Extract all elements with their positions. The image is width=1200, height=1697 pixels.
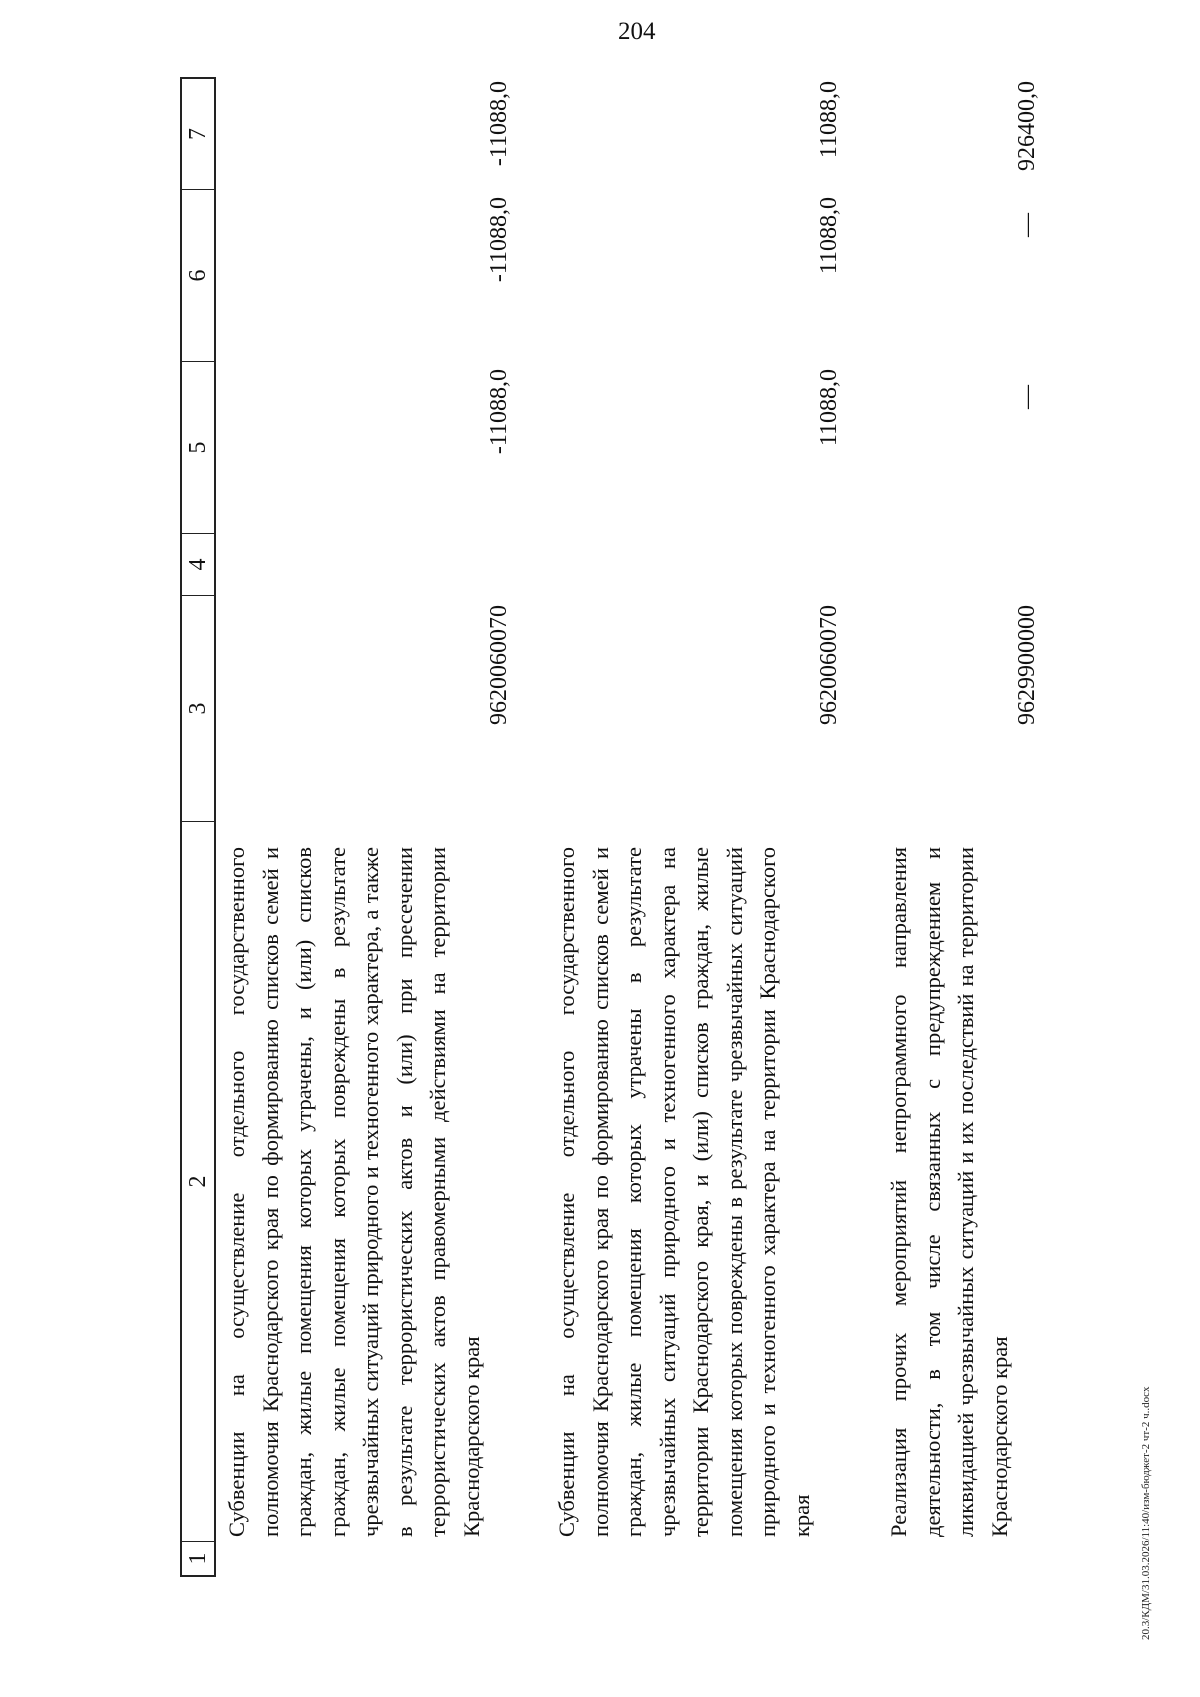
row-value-col7: 926400,0: [1014, 81, 1040, 171]
column-header-3: 3: [182, 595, 214, 821]
column-header-6: 6: [182, 189, 214, 361]
row-value-col6: —: [1014, 213, 1040, 237]
row-value-col5: 11088,0: [816, 369, 842, 447]
rotated-table: [180, 77, 1060, 1577]
page-number: 204: [618, 18, 656, 45]
row-value-col7: 11088,0: [816, 81, 842, 159]
row-code: 9620060070: [816, 605, 842, 725]
row-code: 9620060070: [486, 605, 512, 725]
column-header-4: 4: [182, 533, 214, 595]
document-file-code: 20.3/КДМ/31.03.2026/11:40/изм-бюджет-2 чт-2 ч..docx: [1140, 1386, 1152, 1640]
column-header-1: 1: [182, 1541, 214, 1575]
column-header-2: 2: [182, 821, 214, 1541]
row-description: Субвенции на осуществление отдельного государственного полномочия Краснодарского края по формированию списков семей и граждан, жилые помещения которых утрачены, и (или) списков граждан, жилые помещения которых повреждены в результате чрезвычайных ситуаций природного и техногенного характера, а также в результате террористических актов и (или) при пресечении террористических актов правомерными действиями на территории Краснодарского края: [224, 847, 484, 1537]
table-header: [180, 77, 216, 1577]
row-code: 9629900000: [1014, 605, 1040, 725]
row-description: Субвенции на осуществление отдельного государственного полномочия Краснодарского края по формированию списков семей и граждан, жилые помещения которых утрачены в результате чрезвычайных ситуаций природного и техногенного характера на территории Краснодарского края, и (или) списков граждан, жилые помещения которых повреждены в результате чрезвычайных ситуаций природного и техногенного характера на территории Краснодарского края: [554, 847, 814, 1537]
row-value-col7: -11088,0: [486, 81, 512, 167]
column-header-7: 7: [185, 128, 211, 140]
row-value-col6: -11088,0: [486, 197, 512, 283]
row-value-col5: -11088,0: [486, 369, 512, 455]
row-value-col6: 11088,0: [816, 197, 842, 275]
column-header-5: 5: [182, 361, 214, 533]
row-value-col5: —: [1014, 385, 1040, 409]
row-description: Реализация прочих мероприятий непрограммного направления деятельности, в том числе связанных с предупреждением и ликвидацией чрезвычайных ситуаций и их последствий на территории Краснодарского края: [886, 847, 1012, 1537]
